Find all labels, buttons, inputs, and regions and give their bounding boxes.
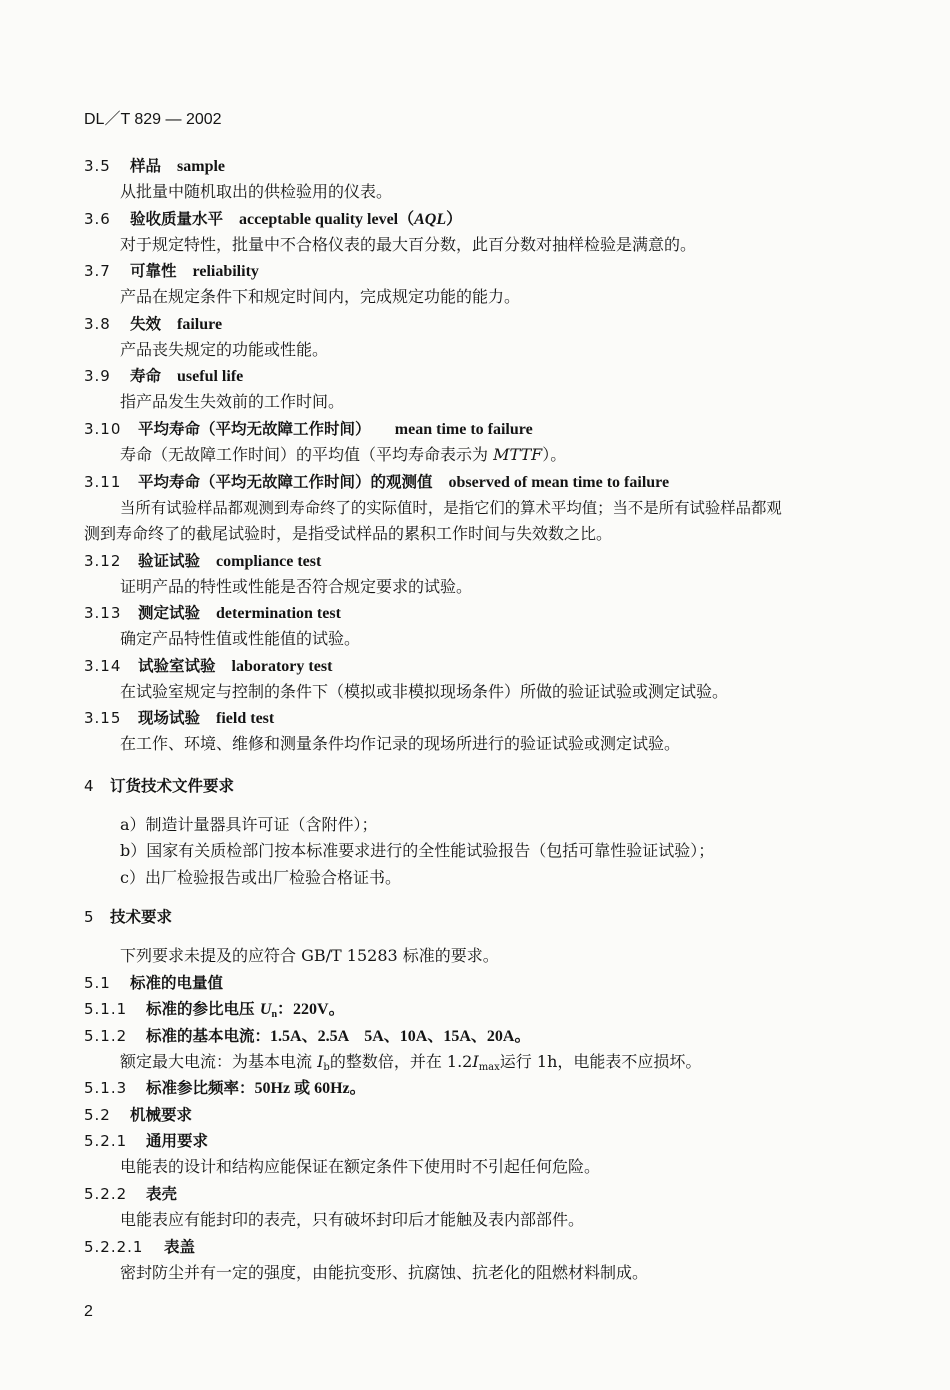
page-number: 2 [84,1303,93,1320]
def-3-12-desc: 证明产品的特性或性能是否符合规定要求的试验。 [120,577,473,596]
def-3-11-desc-cont: 测到寿命终了的截尾试验时，是指受试样品的累积工作时间与失效数之比。 [84,524,613,543]
section-5-2-2-1-heading: 5.2.2.1 表盖 [84,1238,196,1256]
def-3-14-heading: 3.14 试验室试验 laboratory test [84,657,333,675]
def-3-11-desc: 当所有试验样品都观测到寿命终了的实际值时，是指它们的算术平均值；当不是所有试验样品都观 [120,499,782,517]
def-3-8-desc: 产品丧失规定的功能或性能。 [120,340,329,359]
def-3-5-desc: 从批量中随机取出的供检验用的仪表。 [120,182,393,201]
section-5-1-heading: 5.1 标准的电量值 [84,974,224,992]
section-4-item-c: c）出厂检验报告或出厂检验合格证书。 [120,868,401,887]
def-3-6-heading: 3.6 验收质量水平 acceptable quality level（AQL） [84,210,463,228]
section-5-1-1: 5.1.1 标准的参比电压 $U_n$：220V。 [84,1000,345,1020]
section-5-2-1-heading: 5.2.1 通用要求 [84,1132,209,1150]
def-3-10-heading: 3.10 平均寿命（平均无故障工作时间） mean time to failure [84,420,533,438]
def-3-12-heading: 3.12 验证试验 compliance test [84,552,322,570]
def-3-9-desc: 指产品发生失效前的工作时间。 [120,392,345,411]
section-5-intro: 下列要求未提及的应符合 GB/T 15283 标准的要求。 [120,946,499,965]
section-5-1-2-note: 额定最大电流：为基本电流 $I_b$的整数倍，并在 $1.2I_{max}$运行 1h，电能表不应损坏。 [120,1052,702,1073]
section-5-2-2-heading: 5.2.2 表壳 [84,1185,178,1203]
section-4-item-a: a）制造计量器具许可证（含附件）； [120,815,378,834]
section-4-item-b: b）国家有关质检部门按本标准要求进行的全性能试验报告（包括可靠性验证试验）； [120,841,715,860]
def-3-7-heading: 3.7 可靠性 reliability [84,262,259,280]
doc-header: DL／T 829 — 2002 [84,111,222,128]
def-3-5-heading: 3.5 样品 sample [84,157,226,175]
section-5-2-2-1-desc: 密封防尘并有一定的强度，由能抗变形、抗腐蚀、抗老化的阻燃材料制成。 [120,1263,649,1282]
def-3-13-heading: 3.13 测定试验 determination test [84,604,341,622]
def-3-13-desc: 确定产品特性值或性能值的试验。 [120,629,361,648]
section-5-2-heading: 5.2 机械要求 [84,1106,193,1124]
section-5-heading: 5 技术要求 [84,908,173,926]
def-3-8-heading: 3.8 失效 failure [84,315,223,333]
section-5-1-3: 5.1.3 标准参比频率：50Hz 或 60Hz。 [84,1079,366,1097]
def-3-15-desc: 在工作、环境、维修和测量条件均作记录的现场所进行的验证试验或测定试验。 [120,734,681,753]
def-3-6-desc: 对于规定特性，批量中不合格仪表的最大百分数，此百分数对抽样检验是满意的。 [120,235,697,254]
def-3-11-heading: 3.11 平均寿命（平均无故障工作时间）的观测值 observed of mean time to failure [84,473,670,491]
def-3-7-desc: 产品在规定条件下和规定时间内，完成规定功能的能力。 [120,287,521,306]
def-3-9-heading: 3.9 寿命 useful life [84,367,244,385]
def-3-15-heading: 3.15 现场试验 field test [84,709,275,727]
section-5-2-2-desc: 电能表应有能封印的表壳，只有破坏封印后才能触及表内部部件。 [120,1210,585,1229]
section-5-1-2: 5.1.2 标准的基本电流：1.5A、2.5A 5A、10A、15A、20A。 [84,1027,531,1045]
def-3-10-desc: 寿命（无故障工作时间）的平均值（平均寿命表示为 MTTF）。 [120,445,567,464]
def-3-14-desc: 在试验室规定与控制的条件下（模拟或非模拟现场条件）所做的验证试验或测定试验。 [120,682,729,701]
section-4-heading: 4 订货技术文件要求 [84,777,235,795]
section-5-2-1-desc: 电能表的设计和结构应能保证在额定条件下使用时不引起任何危险。 [120,1157,601,1176]
